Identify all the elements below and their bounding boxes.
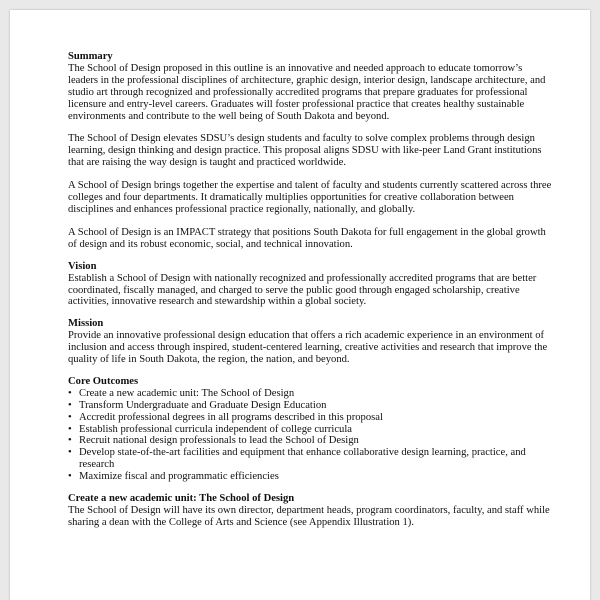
summary-paragraph-3: A School of Design brings together the expertise and talent of faculty and students currently scattered across three colleges and four departments. It dramatically multiplies opportunities for creative collaboration between disciplines and enhances professional practice regionally, nationally, and globally. <box>68 180 552 215</box>
outcome-text: Establish professional curricula independent of college curricula <box>79 423 352 435</box>
bullet-icon: • <box>68 423 72 435</box>
summary-paragraph-1: The School of Design proposed in this outline is an innovative and needed approach to educate tomorrow’s leaders in the professional disciplines of architecture, graphic design, interior design, landscape architecture, and studio art through recognized and professionally accredited programs that prepare graduates for professional licensure and entry-level careers. Graduates will foster professional practice that creates healthy sustainable environments and contribute to the well being of South Dakota and beyond. <box>68 62 546 122</box>
outcome-text: Transform Undergraduate and Graduate Design Education <box>79 399 327 411</box>
outcome-text: Recruit national design professionals to lead the School of Design <box>79 435 359 447</box>
document-body <box>68 51 554 529</box>
list-item <box>68 471 554 483</box>
document-page <box>10 10 590 600</box>
summary-heading: Summary <box>68 51 113 62</box>
outcome-text: Develop state-of-the-art facilities and equipment that enhance collaborative design learning, practice, and research <box>79 447 526 471</box>
list-item <box>68 424 554 436</box>
list-item <box>68 435 554 447</box>
bullet-icon: • <box>68 399 72 411</box>
new-unit-heading: Create a new academic unit: The School of Design <box>68 493 295 505</box>
mission-heading: Mission <box>68 318 104 330</box>
list-item <box>68 412 554 424</box>
mission-text: Provide an innovative professional design education that offers a rich academic experience in an environment of inclusion and access through inspired, student-centered learning, creative activities and research that improve the quality of life in South Dakota, the region, the nation, and beyond. <box>68 330 548 366</box>
bullet-icon: • <box>68 435 72 447</box>
summary-paragraph-2: The School of Design elevates SDSU’s design students and faculty to solve complex problems through design learning, design thinking and design practice. This proposal aligns SDSU with like-peer Land Grant institutions that are raising the way design is taught and practiced worldwide. <box>68 133 542 169</box>
vision-text: Establish a School of Design with nationally recognized and professionally accredited programs that are better coordinated, fiscally managed, and charged to serve the public good through engaged scholarship, creative activities, innovative research and stewardship within a global society. <box>68 272 537 308</box>
list-item <box>68 388 554 400</box>
bullet-icon: • <box>68 447 72 459</box>
summary-paragraph-4: A School of Design is an IMPACT strategy that positions South Dakota for full engagement in the global growth of design and its robust economic, social, and technical innovation. <box>68 226 546 250</box>
vision-heading: Vision <box>68 260 97 272</box>
outcome-text: Maximize fiscal and programmatic efficiencies <box>79 471 279 483</box>
bullet-icon: • <box>68 471 72 483</box>
bullet-icon: • <box>68 387 72 399</box>
outcome-text: Accredit professional degrees in all programs described in this proposal <box>79 411 383 423</box>
bullet-icon: • <box>68 411 72 423</box>
core-outcomes-heading: Core Outcomes <box>68 375 139 387</box>
core-outcomes-list <box>68 388 554 483</box>
outcome-text: Create a new academic unit: The School of Design <box>79 387 295 399</box>
list-item <box>68 447 554 471</box>
new-unit-text: The School of Design will have its own director, department heads, program coordinators, faculty, and staff while sharing a dean with the College of Arts and Science (see Appendix Illustration 1). <box>68 505 550 528</box>
list-item <box>68 400 554 412</box>
